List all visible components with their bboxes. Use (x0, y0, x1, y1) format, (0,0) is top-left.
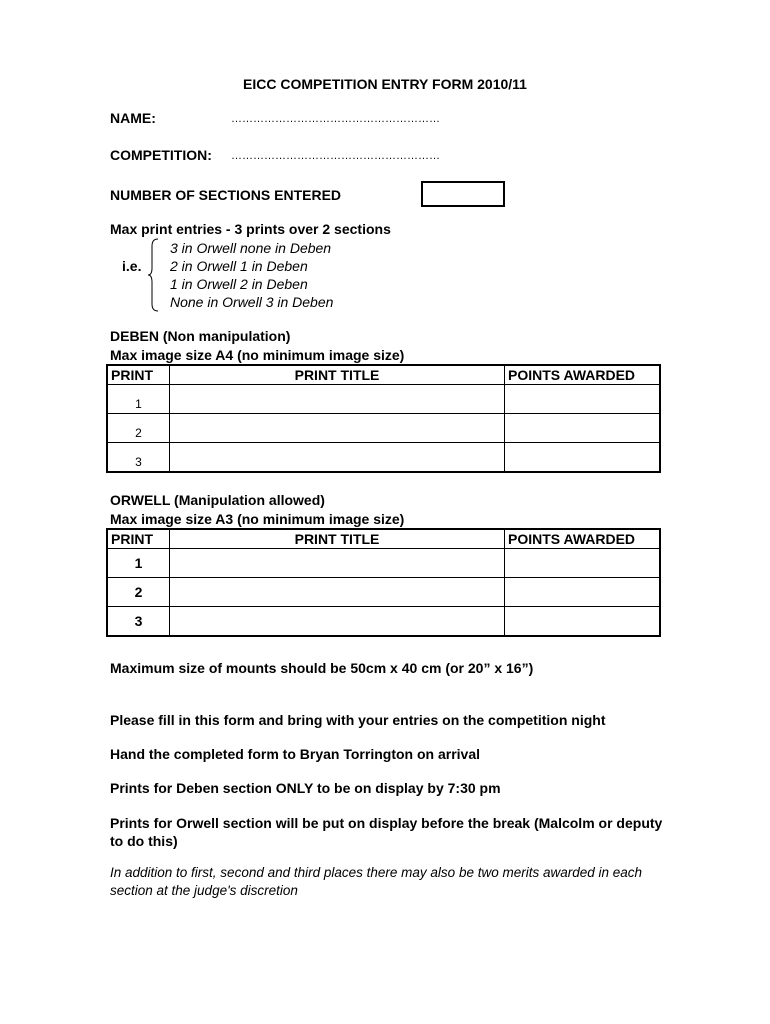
table-row (107, 578, 660, 607)
max-entries-heading: Max print entries - 3 prints over 2 sections (110, 221, 391, 237)
print-number: 3 (107, 607, 170, 636)
competition-field[interactable]: ………………………………………………… (231, 150, 440, 162)
brace-icon (148, 238, 160, 312)
print-number: 1 (107, 385, 170, 414)
column-header-print: PRINT (107, 529, 170, 549)
table-row (107, 443, 660, 472)
table-row (107, 607, 660, 636)
orwell-heading: ORWELL (Manipulation allowed) (110, 492, 325, 508)
print-title-cell[interactable] (170, 607, 505, 636)
column-header-print: PRINT (107, 365, 170, 385)
mounts-note: Maximum size of mounts should be 50cm x 40 cm (or 20” x 16”) (110, 660, 534, 676)
print-number: 1 (107, 549, 170, 578)
print-title-cell[interactable] (170, 578, 505, 607)
entry-option: 2 in Orwell 1 in Deben (170, 258, 308, 274)
print-number: 2 (107, 578, 170, 607)
hand-in-note: Hand the completed form to Bryan Torrington on arrival (110, 746, 480, 762)
sections-entered-label: NUMBER OF SECTIONS ENTERED (110, 187, 342, 203)
sections-entered-box[interactable] (421, 181, 505, 207)
merits-note: In addition to first, second and third places there may also be two merits awarded in each section at the judge's discretion (110, 865, 643, 898)
column-header-print-title: PRINT TITLE (170, 365, 505, 385)
form-title: EICC COMPETITION ENTRY FORM 2010/11 (243, 76, 527, 92)
print-title-cell[interactable] (170, 385, 505, 414)
points-awarded-cell[interactable] (505, 607, 661, 636)
entry-option: 3 in Orwell none in Deben (170, 240, 332, 256)
points-awarded-cell[interactable] (505, 414, 661, 443)
table-row (107, 385, 660, 414)
orwell-display-note: Prints for Orwell section will be put on display before the break (Malcolm or deputy to do this) (110, 815, 663, 849)
points-awarded-cell[interactable] (505, 443, 661, 472)
print-title-cell[interactable] (170, 549, 505, 578)
deben-display-note: Prints for Deben section ONLY to be on display by 7:30 pm (110, 780, 501, 796)
print-number: 3 (107, 443, 170, 472)
column-header-print-title: PRINT TITLE (170, 529, 505, 549)
fill-in-note: Please fill in this form and bring with your entries on the competition night (110, 712, 606, 728)
entry-option: None in Orwell 3 in Deben (170, 294, 334, 310)
points-awarded-cell[interactable] (505, 549, 661, 578)
competition-label: COMPETITION: (110, 147, 212, 163)
column-header-points-awarded: POINTS AWARDED (505, 365, 661, 385)
deben-heading: DEBEN (Non manipulation) (110, 328, 291, 344)
print-title-cell[interactable] (170, 414, 505, 443)
print-number: 2 (107, 414, 170, 443)
orwell-subheading: Max image size A3 (no minimum image size) (110, 511, 405, 527)
print-title-cell[interactable] (170, 443, 505, 472)
points-awarded-cell[interactable] (505, 385, 661, 414)
orwell-table (106, 528, 661, 637)
points-awarded-cell[interactable] (505, 578, 661, 607)
column-header-points-awarded: POINTS AWARDED (505, 529, 661, 549)
ie-label: i.e. (122, 258, 142, 274)
name-field[interactable]: ………………………………………………… (231, 113, 440, 125)
table-row (107, 549, 660, 578)
deben-table (106, 364, 661, 473)
deben-subheading: Max image size A4 (no minimum image size) (110, 347, 405, 363)
name-label: NAME: (110, 110, 156, 126)
table-row (107, 414, 660, 443)
entry-option: 1 in Orwell 2 in Deben (170, 276, 308, 292)
